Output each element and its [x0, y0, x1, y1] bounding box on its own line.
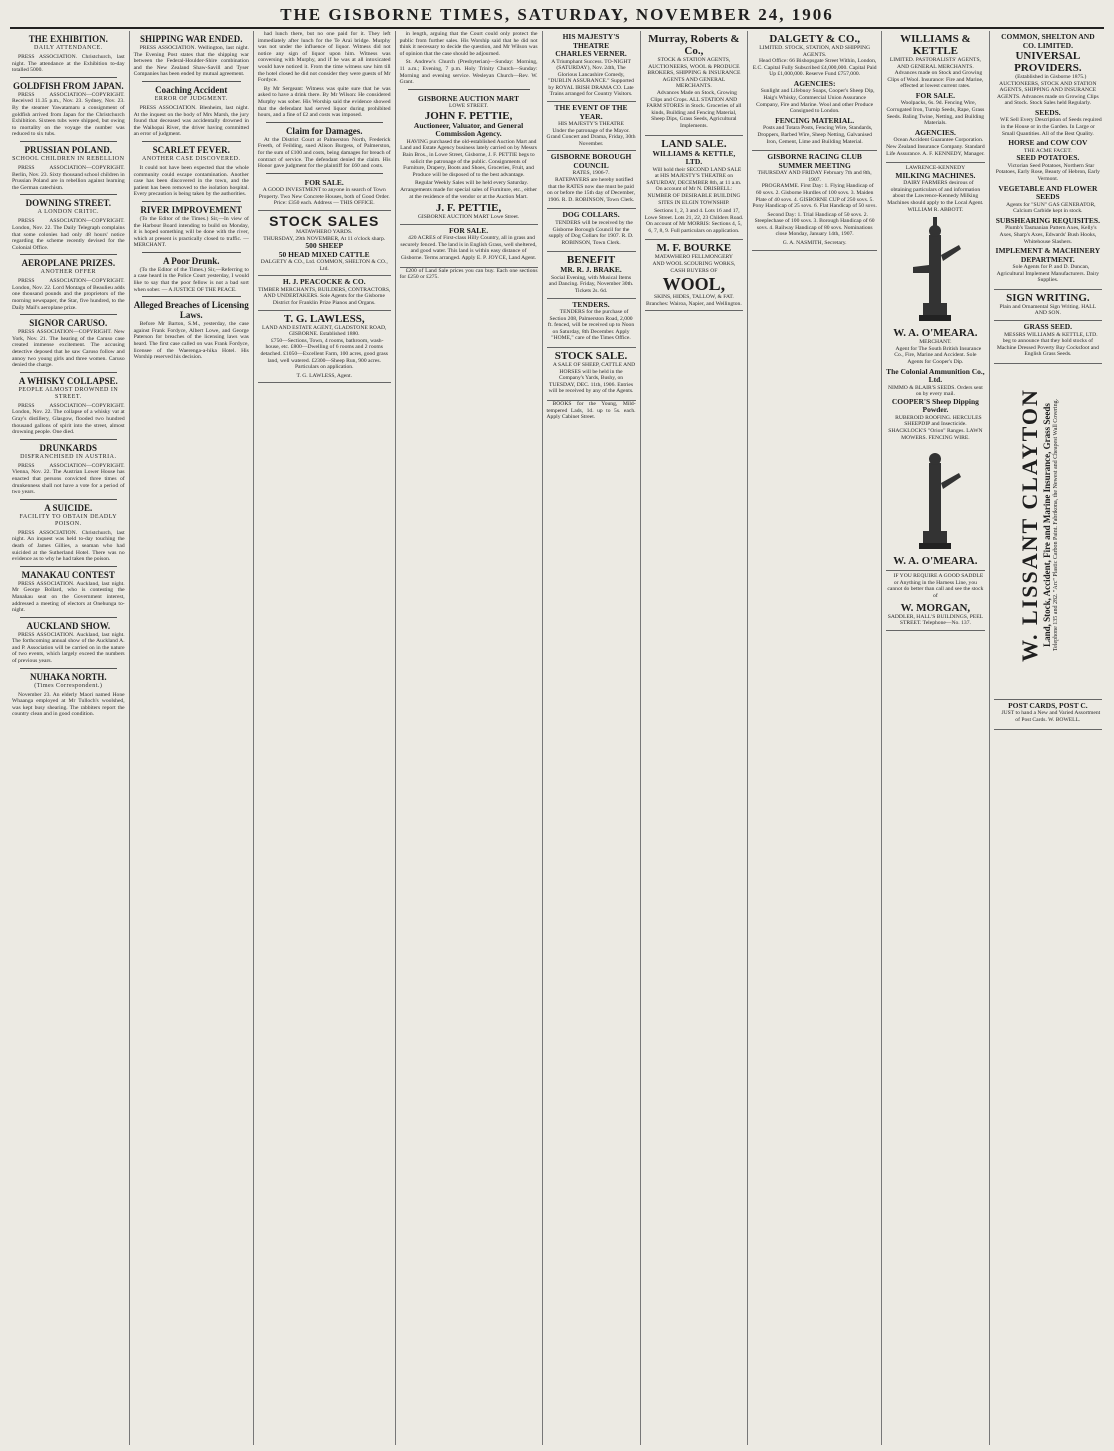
ad-subtitle: LAND AND ESTATE AGENT, GLADSTONE ROAD, GISBORNE. Established 1880. — [262, 324, 387, 338]
pump-illustration — [905, 215, 965, 325]
ad-title: FOR SALE. — [304, 177, 344, 187]
headline: DOWNING STREET. — [25, 198, 111, 209]
headline: SHIPPING WAR ENDED. — [139, 34, 243, 44]
article-text: PRESS ASSOCIATION—COPYRIGHT. London, Nov. 22. The Daily Telegraph complains that some colonies had only 48 hours' notice regarding the scheme recently devised for the Colonial Office. — [12, 218, 125, 251]
ad-heading: AGENCIES: — [793, 78, 836, 88]
ad-heading: IMPLEMENT & MACHINERY DEPARTMENT. — [995, 246, 1101, 264]
article-text: By Mr Sergeant: Witness was quite sure that he was asked to have a drink there. By Mr Wilson: He considered Murphy was sober. His Worship said the evidence showed that the defendant had served liquor during prohibited hours, and a fine of £2 and costs was imposed. — [257, 85, 391, 119]
ad-text: A Triumphant Success. TO-NIGHT (SATURDAY), Nov. 24th, The Glorious Lancashire Comedy, "DUBLIN ASSURANCE." Supported by ROYAL IRISH DRAMA CO. Late Trains arranged for Country Visitors. — [548, 58, 634, 98]
article-text: PRESS ASSOCIATION. Christchurch, last night. An inquest was held to-day touching the death of James Gillies, a seaman who had suicided at the Sutherland Hotel. There was no evidence as to why he had taken the poison. — [12, 529, 125, 563]
ad-name: J. F. PETTIE, — [435, 202, 502, 215]
article-text: PRESS ASSOCIATION. Wellington, last night. The Evening Post states that the shipping war between the Federal-Houlder-Shire combination and the New Zealand Shaw-Savill and Tyser Companies has been ended by mutual agreement. — [133, 45, 249, 78]
ad-title: T. G. LAWLESS, — [283, 312, 365, 325]
ad-subtitle: GISBORNE AUCTION MART Lowe Street. — [417, 214, 520, 221]
masthead: THE GISBORNE TIMES, SATURDAY, NOVEMBER 24, 1906 — [10, 5, 1104, 29]
subheadline: A LONDON CRITIC. — [37, 209, 100, 216]
ad-text: (Established in Gisborne 1875.) AUCTIONEERS, STOCK AND STATION AGENTS, SHIPPING AND INSURANCE AGENTS. Advances made on Growing Clips and Stock. Stock Sales held Regularly. — [997, 74, 1099, 107]
ad-heading: AGENCIES. — [914, 127, 956, 137]
headline: SIGNOR CARUSO. — [29, 318, 108, 329]
divider — [142, 81, 241, 82]
ad-title: H. J. PEACOCKE & CO. — [282, 277, 366, 287]
ad-subtitle: LIMITED. PASTORALISTS' AGENTS, AND GENERAL MERCHANTS. — [889, 57, 981, 70]
divider — [20, 254, 117, 255]
ad-text: WE Sell Every Description of Seeds required in the House or in the Garden. In Large or Small Quantities. All of the Best Quality. — [1000, 117, 1102, 137]
ad-racing-club — [752, 151, 877, 251]
subheadline: ERROR OF JUDGMENT. — [154, 95, 228, 102]
divider — [142, 252, 241, 253]
divider — [266, 122, 383, 123]
ad-text: £750—Sections, Town, 4 rooms, bathroom, wash-house, etc. £800—Dwelling of 6 rooms and 2 rooms detached. £1050—Excellent Farm, 100 acres, good grass land, well watered. £2300—Sheep Run, 900 acres. Particulars on application. — [260, 337, 388, 371]
headline: DRUNKARDS — [39, 442, 98, 453]
ad-event — [547, 102, 636, 151]
ad-subtitle: MILKING MACHINES. — [895, 170, 976, 180]
ad-subtitle: Plain and Ornamental Sign Writing. HALL AND SON. — [999, 303, 1097, 317]
ad-title: Murray, Roberts & Co., — [648, 33, 740, 57]
ad-post-cards — [994, 700, 1102, 730]
ad-text: TIMBER MERCHANTS, BUILDERS, CONTRACTORS, AND UNDERTAKERS. Sole Agents for the Gisborne District for Franklin Prize Pianos and Organs. — [258, 286, 391, 307]
column-6 — [641, 31, 749, 1445]
ad-text: AND WOOL SCOURING WORKS, CASH BUYERS OF — [652, 261, 736, 274]
ad-subtitle: MERCHANT. — [919, 339, 952, 346]
divider — [266, 173, 383, 174]
divider — [408, 89, 530, 90]
divider — [20, 617, 117, 618]
ad-lot: 500 SHEEP — [305, 241, 344, 251]
ad-title: WILLIAMS & KETTLE — [900, 33, 971, 57]
ad-lawless — [258, 311, 391, 384]
ad-for-sale — [400, 225, 538, 268]
subheadline: (Times Correspondent.) — [34, 682, 103, 689]
ad-subtitle: STOCK & STATION AGENTS, AUCTIONEERS, WOOL & PRODUCE BROKERS, SHIPPING & INSURANCE AGENTS AND GENERAL MERCHANTS. — [647, 57, 741, 90]
ad-heading: FOR SALE. — [915, 90, 955, 100]
ad-text: Agent for The South British Insurance Co., Fire, Marine and Accident. Sole Agents for Cooper's Dip. — [894, 345, 982, 365]
ad-text: Telephone 135 and 282. "Arc" Plastic Carbon Paint. Fabrikona, the Newest and Cheapest Wall Covering. — [1052, 398, 1059, 652]
ad-signature: T. G. LAWLESS, Agent. — [296, 372, 352, 379]
subheadline: DISFRANCHISED IN AUSTRIA. — [20, 453, 117, 460]
columns — [8, 31, 1106, 1445]
headline: A WHISKY COLLAPSE. — [18, 375, 118, 386]
ad-bourke — [645, 240, 744, 311]
ad-stock-sales — [258, 211, 391, 276]
ad-text: A SALE OF SHEEP, CATTLE AND HORSES will be held in the Company's Yards, Bushy, on TUESDAY, DEC. 11th, 1906. Entries will be received by any of the Agents. — [548, 362, 636, 395]
ad-sign-writing — [994, 290, 1102, 321]
column-9 — [990, 31, 1106, 1445]
ad-dalgety — [752, 31, 877, 151]
column-4 — [396, 31, 543, 1445]
ad-text: TENDERS will be received by the Gisborne Borough Council for the supply of Dog Collars for 1907. R. D. ROBINSON, Town Clerk. — [548, 219, 634, 246]
article-text: PRESS ASSOCIATION—COPYRIGHT. London, Nov. 22. The collapse of a whisky vat at Gray's distillery, Glasgow, flooded two hundred thousand gallons of spirit into the street, almost drowning people. One died. — [12, 402, 125, 436]
ad-subtitle: MR. R. J. BRAKE. — [560, 265, 622, 275]
divider — [20, 439, 117, 440]
ad-heading: FENCING MATERIAL. — [775, 115, 855, 125]
ad-agents: DALGETY & CO., Ltd. COMMON, SHELTON & CO., Ltd. — [260, 259, 388, 272]
ad-text: Under the patronage of the Mayor. Grand Concert and Drama, Friday, 30th November. — [546, 127, 636, 147]
ad-subtitle: Land, Stock, Accident, Fire and Marine Insurance, Grass Seeds — [1041, 403, 1052, 647]
ad-text: Woolpacks, 6s. 9d. Fencing Wire, Corrugated Iron, Turnip Seeds, Rape, Grass Seeds. Baling Twine, Netting, and Building Materials. — [886, 100, 985, 127]
ad-title: DOG COLLARS. — [562, 210, 620, 220]
ad-title: BENEFIT — [566, 254, 616, 267]
ad-text: Social Evening, with Musical Items and Dancing. Friday, November 30th. Tickets 2s. 6d. — [548, 274, 634, 294]
ad-peacocke — [258, 276, 391, 310]
article-text: PRESS ASSOCIATION—COPYRIGHT. Vienna, Nov. 22. The Austrian Lower House has enacted that persons convicted three times of drunkenness shall not have a vote for a period of two years. — [12, 462, 125, 496]
ad-benefit — [547, 252, 636, 298]
article-text: £200 of Land Sale prices you can buy. Each one sections for £250 or £275. — [399, 267, 538, 281]
headline: Claim for Damages. — [285, 125, 363, 136]
article-text: in length, arguing that the Court could only protect the public from further sales. His Worship said that he did not think it necessary to decide the question, and Mr Wilson was of opinion that the case should be adjourned. — [399, 31, 538, 57]
ad-subtitle: WILLIAMS & KETTLE, LTD. — [652, 148, 736, 167]
ad-text: Posts and Totara Posts, Fencing Wire, Standards, Droppers, Barbed Wire, Sheep Netting, Galvanised Iron, Cement, Lime and Building Material. — [757, 125, 873, 145]
ad-subtitle: MATAWHERO YARDS. — [296, 228, 353, 235]
ad-title: LAWRENCE-KENNEDY — [905, 165, 966, 172]
ad-title: W. LISSANT CLAYTON — [1016, 388, 1042, 662]
ad-heading: SEEDS. — [1035, 107, 1061, 117]
ad-name: W. A. O'MEARA. — [893, 327, 978, 340]
ad-text: Sunlight and Lifebuoy Soaps, Cooper's Sheep Dip, Haig's Whisky, Commercial Union Assurance Company, Fire and Marine. Wool and other Produce Consigned to London. — [756, 88, 875, 115]
ad-text: JUST to hand a New and Varied Assortment of Post Cards. W. BOWELL. — [1001, 710, 1101, 724]
ad-heading: COOPER'S Sheep Dipping Powder. — [891, 396, 979, 415]
headline: A SUICIDE. — [44, 502, 93, 513]
ad-subtitle: HIS MAJESTY'S THEATRE — [558, 121, 624, 128]
headline: RIVER IMPROVEMENT — [140, 204, 243, 215]
subheadline: ANOTHER CASE DISCOVERED. — [141, 155, 241, 162]
headline: NUHAKA NORTH. — [29, 671, 107, 682]
ad-subtitle: MATAWHERO FELLMONGERY — [654, 254, 733, 261]
article-text: At the District Court at Palmerston North, Frederick Freeth, of Feilding, sued Alison Burgess, of Palmerston, for the sum of £100 and costs, being damages for breach of contract of service. The defendant denied the claim. His Honor gave judgment for the plaintiff for £60 and costs. — [257, 136, 391, 170]
pump-illustration — [905, 443, 965, 553]
ad-title: COMMON, SHELTON AND CO. LIMITED. — [1001, 32, 1095, 50]
ad-milking-machines — [886, 163, 985, 571]
article-text: PRESS ASSOCIATION. Auckland, last night. Mr George Bollard, who is contesting the Manakau seat on the Government interest, addressed a meeting of electors at Onehunga to-night. — [12, 580, 125, 614]
article-text: PRESS ASSOCIATION. Auckland, last night. The forthcoming annual show of the Auckland A. and P. Association will be carried on in the nature of two events, which largely exceed the numbers of previous years. — [12, 631, 125, 665]
ad-text: TENDERS for the purchase of Section 208, Palmerston Road, 2,000 ft. fenced, will be received up to Noon on Saturday, 8th December. Apply "HOME," care of the Times Office. — [547, 309, 635, 342]
headline: THE EXHIBITION. — [28, 34, 108, 44]
ad-title: HIS MAJESTY'S THEATRE — [562, 32, 620, 50]
divider — [20, 141, 117, 142]
article-text: PRESS ASSOCIATION. Christchurch, last night. The attendance at the Exhibition to-day totalled 5000. — [12, 54, 125, 74]
divider — [20, 194, 117, 195]
ad-murray-roberts — [645, 31, 744, 136]
ad-subtitle: UNIVERSAL PROVIDERS. — [1014, 50, 1082, 74]
ad-lot: 50 HEAD MIXED CATTLE — [278, 249, 370, 259]
ad-clayton-rotated — [1018, 364, 1060, 690]
ad-title: STOCK SALE. — [554, 350, 628, 363]
ad-theatre — [547, 31, 636, 102]
ad-subtitle: Auctioneer, Valuator, and General Commission Agency. — [413, 120, 524, 139]
ad-text: Will hold their SECOND LAND SALE at HIS MAJESTY'S THEATRE on SATURDAY, DECEMBER 8th, at 11 a.m. On account of Mr N. DRISBELL: NUMBER OF DESIRABLE BUILDING SITES IN ELGIN TOWNSHIP. — [646, 166, 742, 206]
ad-williams-kettle — [886, 31, 985, 163]
ad-text: Head Office: 66 Bishopsgate Street Within, London, E.C. Capital Fully Subscribed £4,000,000. Capital Paid Up £1,000,000. Reserve Fund £757,000. — [752, 58, 877, 78]
article-text: BOOKS for the Young, Mild-tempered Lads, 1d. up to 5s. each. Apply Cabinet Street. — [546, 401, 636, 421]
ad-date: THURSDAY, 29th NOVEMBER, At 11 o'clock sharp. — [263, 235, 386, 242]
ad-name: JOHN F. PETTIE, — [424, 109, 513, 122]
ad-title: TENDERS. — [572, 299, 610, 309]
subheadline: PEOPLE ALMOST DROWNED IN STREET. — [18, 386, 119, 400]
ad-text: PROGRAMME. First Day: 1. Flying Handicap of 60 sovs. 2. Gisborne Hurdles of 100 sovs. 3. Maiden Plate of 40 sovs. 4. GISBORNE CUP of 250 sovs. 5. Pony Handicap of 25 sovs. 6. Flat Handicap of 50 sovs. — [752, 183, 877, 210]
divider — [20, 314, 117, 315]
ad-text: HAVING purchased the old-established Auction Mart and Land and Estate Agency business lately carried on by Messrs Bain Bros., in Lowe Street, Gisborne, J. F. PETTIE begs to solicit the patronage of the public. Consignments of Furniture, Drapery, Boots and Shoes, Groceries, Fruit, and Produce will be disposed of to the best advantage. — [400, 138, 537, 178]
headline: A Poor Drunk. — [162, 255, 220, 266]
article-text: PRESS ASSOCIATION—COPYRIGHT. New York, Nov. 21. The hearing of the Caruso case created immense excitement. The accusing detective deposed that he saw Caruso follow and annoy two young girls and three women. Caruso denied the charge. — [12, 329, 125, 369]
ad-text: Regular Weekly Sales will be held every Saturday. Arrangements made for special sales of Furniture, etc., either at the residence of the vendor or at the Auction Mart. — [400, 180, 537, 200]
divider — [142, 201, 241, 202]
ad-wool: WOOL, — [662, 274, 726, 295]
divider — [142, 141, 241, 142]
ad-title: FOR SALE. — [448, 225, 489, 235]
ad-title: M. F. BOURKE — [656, 242, 732, 255]
headline: Coaching Accident — [155, 84, 228, 95]
ad-text: MESSRS WILLIAMS & KETTLE, LTD. beg to announce that they hold stocks of Machine Dressed Poverty Bay Cocksfoot and English Grass Seeds. — [996, 331, 1099, 358]
ad-text: Agents for "SUN" GAS GENERATOR, Calcium Carbide kept in stock. — [1006, 201, 1096, 215]
ad-subtitle: LOWE STREET. — [449, 103, 489, 110]
ad-subtitle: LIMITED. STOCK, STATION, AND SHIPPING AGENTS. — [759, 45, 871, 58]
ad-title: THE EVENT OF THE YEAR. — [554, 103, 628, 121]
article-text: PRESS ASSOCIATION—COPYRIGHT. Berlin, Nov. 23. Sixty thousand school children in Prussian Poland are in rebellion against learning the German catechism. — [12, 164, 125, 191]
ad-signature: G. A. NASMITH, Secretary. — [782, 240, 847, 247]
article-text: had lunch there, but no one paid for it. They left immediately after lunch for the Te Arai bridge. Murphy was not under the influence of liquor. Witness did not notice any sign of liquor upon him. Witness was conversing with Murphy, and if he was at all intoxicated would have noticed it. From the time witness saw him till the hotel closed he did not consider they were guests of Mr Fordyce. — [257, 31, 391, 84]
ad-subtitle: CHARLES VERNER. — [555, 49, 627, 58]
ad-text: RATEPAYERS are hereby notified that the RATES now due must be paid on or before the 15th day of December, 1906. R. D. ROBINSON, Town Clerk. — [547, 177, 636, 203]
article-text: It could not have been expected that the whole community could escape contamination. Another case has been discovered in the town, and the patient has been removed to the isolation hospital. Every precaution is being taken by the authorities. — [133, 164, 249, 198]
ad-name: W. A. O'MEARA. — [893, 555, 978, 568]
ad-text: NIMMO & BLAIR'S SEEDS. Orders sent on by every mail. — [887, 384, 983, 398]
divider — [20, 566, 117, 567]
ad-for-sale — [258, 177, 391, 211]
ad-subtitle: SUMMER MEETING — [778, 160, 851, 170]
ad-text: Sections 1, 2, 3 and 4. Lots 16 and 17, Lowe Street. Lots 21, 22, 23 Childers Road. On account of Mr MORRIS: Sections 4, 5, 6, 7, 8, 9. Full particulars on application. — [644, 208, 744, 234]
ad-title: STOCK SALES — [269, 212, 380, 229]
ad-text: Sole Agents for P. and D. Duncan, Agricultural Implement Manufacturers. Dairy Supplies. — [996, 264, 1100, 284]
article-text: (To the Editor of the Times.) Sir,—Referring to a case heard in the Police Court yesterday, I would like to say that the poor fellow is not a bad sort when sober. — A JUSTICE OF THE PEACE. — [133, 266, 249, 293]
ad-subtitle: THE ACME FACET. — [1023, 147, 1072, 154]
divider — [20, 77, 117, 78]
article-text: PRESS ASSOCIATION—COPYRIGHT. Received 11.35 p.m., Nov. 23. Sydney, Nov. 23. By the steamer Yawatamaru a consignment of goldfish arrived from Japan for the Christchurch Exhibition. Sixteen tubs were shipped, but owing to mortality on the voyage the number was reduced to six tubs. — [12, 91, 125, 138]
ad-title: GISBORNE RACING CLUB — [767, 152, 862, 162]
ad-heading: The Colonial Ammunition Co., Ltd. — [886, 366, 985, 385]
headline: AEROPLANE PRIZES. — [21, 258, 116, 269]
ad-title: DALGETY & CO., — [769, 33, 860, 45]
subheadline: ANOTHER OFFER — [40, 269, 96, 276]
ad-stock-sale — [547, 348, 636, 401]
ad-title: GISBORNE BOROUGH COUNCIL — [550, 152, 632, 170]
article-text: (To the Editor of the Times.) Sir,—In view of the Harbour Board intending to build on Monday, it is hoped something will be done with the river, which at present is practically closed to traffic. — MERCHANT. — [133, 215, 249, 249]
subheadline: SCHOOL CHILDREN IN REBELLION — [12, 155, 125, 162]
ad-text: RUBEROID ROOFING. HERCULES SHEEPDIP and Insecticide. SHACKLOCK'S "Orion" Ranges. LAWN MOWERS. FENCING WIRE. — [888, 414, 983, 441]
ad-saddler — [886, 571, 985, 631]
headline: SCARLET FEVER. — [152, 144, 230, 155]
divider — [20, 499, 117, 500]
ad-common-shelton — [994, 31, 1102, 290]
article-text: PRESS ASSOCIATION. Blenheim, last night. At the inquest on the body of Mrs Marsh, the jury found that deceased was accidentally drowned in the Waihopai River, the driver having committed an error of judgment. — [133, 104, 249, 138]
subheadline: DAILY ATTENDANCE. — [33, 45, 103, 51]
ad-subtitle: RATES, 1906-7. — [572, 170, 610, 177]
ad-name: W. MORGAN, — [900, 601, 971, 614]
headline: PRUSSIAN POLAND. — [24, 144, 113, 155]
column-7 — [748, 31, 882, 1445]
ad-title: POST CARDS, POST C. — [1008, 700, 1088, 710]
ad-text: Ocean Accident Guarantee Corporation. New Zealand Insurance Company. Standard Life Assurance. A. F. KENNEDY, Manager. — [886, 137, 985, 157]
ad-grass-seed — [994, 321, 1102, 364]
ad-heading: HORSE and COW COV — [1008, 138, 1088, 148]
ad-text: DAIRY FARMERS desirous of obtaining particulars of and information about the Lawrence-Kennedy Milking Machines should apply to the Local Agent. WILLIAM R. ABBOTT. — [887, 180, 984, 213]
ad-title: GISBORNE AUCTION MART — [418, 93, 520, 103]
divider — [20, 372, 117, 373]
column-5 — [543, 31, 641, 1445]
ad-clayton — [994, 364, 1102, 700]
divider — [20, 668, 117, 669]
ad-text: 420 ACRES of First-class Hilly Country, all in grass and securely fenced. The land is in English Grass, well sheltered, and good water. This land is within easy distance of Gisborne. Terms arranged. Apply E. P. JOYCE, Land Agent. — [400, 235, 537, 262]
ad-text: Advances Made on Stock, Growing Clips and Crops. ALL STATION AND FARM STORES in Stock. Groceries of all kinds, Building and Fencing Material, Sheep Dips, Grass Seeds, Agricultural Implements. — [646, 89, 742, 129]
ad-text: Advances made on Stock and Growing Clips of Wool. Insurance: Fire and Marine, effected at lowest current rates. — [887, 70, 984, 90]
article-text: PRESS ASSOCIATION—COPYRIGHT. London, Nov. 22. Lord Montagu of Beaulieu adds one thousand pounds and the proprietors of the morning newspaper, the Star, five hundred, to the Daily Mail's aeroplane prize. — [12, 278, 125, 311]
ad-text: Second Day: 1. Trial Handicap of 50 sovs. 2. Steeplechase of 100 sovs. 3. Borough Handicap of 60 sovs. 4. Railway Handicap of 80 sovs. Nominations close Monday, January 14th, 1907. — [754, 211, 875, 238]
column-3 — [254, 31, 396, 1445]
ad-text: SKINS, HIDES, TALLOW, & FAT. Branches: Wairoa, Napier, and Wellington. — [646, 294, 742, 307]
ad-tenders — [547, 299, 636, 348]
ad-text: A GOOD INVESTMENT to anyone in search of Town Property. Two New Concrete Houses, both of Good Order. Price: £350 each. Address — THIS OFFICE. — [258, 187, 390, 207]
ad-title: GRASS SEED. — [1023, 322, 1073, 332]
headline: GOLDFISH FROM JAPAN. — [13, 80, 124, 91]
ad-title: LAND SALE. — [661, 137, 727, 150]
ad-heading: SEED POTATOES. — [1016, 153, 1080, 163]
ad-text: IF YOU REQUIRE A GOOD SADDLE or Anything in the Harness Line, you cannot do better than call and see the stock of — [887, 573, 984, 599]
article-text: November 23. An elderly Maori named Hone Whaanga employed at Mr Tulloch's woolshed, was kept busy shearing. The rabbiters report the country clean and in good condition. — [12, 691, 125, 718]
article-text: St. Andrew's Church (Presbyterian)—Sunday: Morning, 11 a.m.; Evening, 7 p.m. Holy Trinity Church—Sunday: Morning and evening service. Wesleyan Church—Rev. W. Grant. — [399, 59, 538, 86]
divider — [142, 296, 241, 297]
ad-auction-mart — [400, 93, 538, 225]
headline: Alleged Breaches of Licensing Laws. — [133, 300, 249, 321]
headline: AUCKLAND SHOW. — [26, 620, 111, 631]
column-1 — [8, 31, 130, 1445]
ad-borough-council — [547, 151, 636, 209]
column-8 — [882, 31, 990, 1445]
ad-heading: SUBSHEARING REQUISITES. — [995, 215, 1100, 225]
ad-text: Victorian Seed Potatoes, Northern Star Potatoes, Early Rose, Beauty of Hebron, Early Vermont. — [995, 162, 1100, 183]
ad-title: SIGN WRITING. — [1006, 291, 1090, 304]
article-text: Before Mr Barton, S.M., yesterday, the case against Frank Fordyce, Albert Lowe, and George Paterson for breaches of the licensing laws was heard. The first case called on was Frank Fordyce, licensee of the Waerenga-a-hika Hotel. His Worship reserved his decision. — [133, 321, 249, 361]
ad-subtitle: SADDLER, HALL'S BUILDINGS, PEEL STREET. Telephone—No. 137. — [887, 613, 984, 627]
headline: MANAKAU CONTEST — [21, 569, 115, 580]
ad-text: Plumb's Tasmanian Pattern Axes, Kelly's Axes, Sharp's Axes, Edwards' Bush Hooks, Whitehouse Slashers. — [999, 225, 1097, 245]
subheadline: FACILITY TO OBTAIN DEADLY POISON. — [19, 513, 118, 527]
ad-heading: VEGETABLE AND FLOWER SEEDS — [998, 183, 1098, 202]
ad-land-sale — [645, 136, 744, 241]
column-2 — [130, 31, 254, 1445]
ad-dog-collars — [547, 209, 636, 252]
ad-date: THURSDAY AND FRIDAY February 7th and 8th, 1907. — [757, 170, 872, 183]
